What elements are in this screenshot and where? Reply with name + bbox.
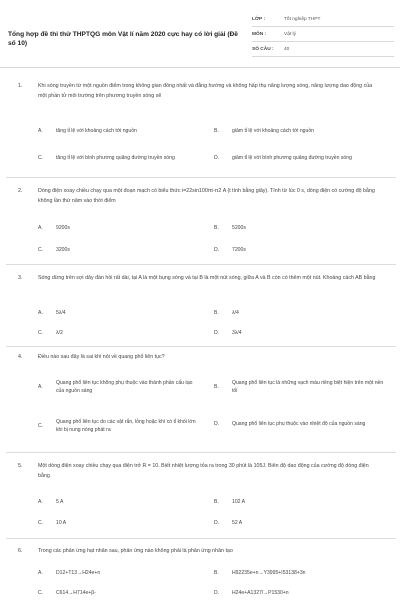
subject-label: MÔN : — [252, 31, 267, 37]
option-letter: D. — [214, 421, 220, 427]
option-a[interactable] — [38, 306, 200, 320]
option-b[interactable] — [214, 306, 384, 320]
question-text: Một dòng điện xoay chiều chạy qua điện trở R = 10. Biết nhiệt lượng tỏa ra trong 30 phút là 105J. Biên độ dao động của cường độ dòng điện bằng — [38, 463, 369, 479]
option-text: giảm tỉ lệ với khoảng cách tới nguồn — [232, 127, 314, 134]
divider — [6, 346, 396, 347]
option-text: Quang phổ liên tục do các vật rắn, lỏng hoặc khí có tỉ khối lớn khi bị nung nóng phát ra — [56, 418, 196, 433]
option-text: Quang phổ liên tục phụ thuộc vào nhiệt độ của nguồn sáng — [232, 420, 366, 427]
option-text: H24e+A1327l→P1530+n — [232, 589, 289, 596]
option-text: C614→H714e+β- — [56, 589, 96, 596]
option-c[interactable] — [38, 148, 200, 168]
question-number: 6. — [18, 548, 23, 554]
option-letter: C. — [38, 155, 44, 161]
option-letter: D. — [214, 247, 220, 253]
option-letter: B. — [214, 310, 219, 316]
class-value: Tốt nghiệp THPT — [284, 16, 321, 22]
option-b[interactable] — [214, 221, 384, 235]
option-a[interactable] — [38, 124, 200, 138]
option-letter: D. — [214, 520, 220, 526]
option-d[interactable] — [214, 516, 384, 530]
question-number: 2. — [18, 188, 23, 194]
option-letter: D. — [214, 155, 220, 161]
option-letter: D. — [214, 590, 220, 596]
option-letter: D. — [214, 330, 220, 336]
option-c[interactable] — [38, 408, 200, 444]
option-a[interactable] — [38, 221, 200, 235]
class-label: LỚP : — [252, 16, 266, 22]
option-text: Quang phổ liên tục không phụ thuộc vào thành phần cấu tạo của nguồn sáng — [56, 379, 193, 394]
question-number: 5. — [18, 463, 23, 469]
option-a[interactable] — [38, 495, 200, 509]
meta-class-row — [252, 12, 394, 27]
option-c[interactable] — [38, 326, 200, 340]
question-text: Điều nào sau đây là sai khi nói về quang phổ liên tục? — [38, 354, 165, 360]
meta-count-row — [252, 42, 394, 57]
option-letter: B. — [214, 499, 219, 505]
option-text: 52 A — [232, 519, 243, 526]
count-label: SỐ CÂU : — [252, 46, 274, 52]
question-text: Dòng điện xoay chiều chạy qua một đoạn mạch có biểu thức i=22sin100πt-π2 A (t tính bằng giây). Tính từ lúc 0 s, dòng điện có cường độ bằng không lần thứ năm vào thời điểm — [38, 188, 375, 204]
option-letter: A. — [38, 570, 43, 576]
option-letter: A. — [38, 384, 43, 390]
option-letter: A. — [38, 128, 43, 134]
option-text: tăng tỉ lệ với bình phương quãng đường truyền sóng — [56, 154, 175, 161]
subject-value: Vật lý — [284, 31, 296, 37]
option-letter: B. — [214, 225, 219, 231]
option-text: giảm tỉ lệ với bình phương quãng đường truyền sóng — [232, 154, 352, 161]
option-letter: A. — [38, 310, 43, 316]
option-letter: A. — [38, 225, 43, 231]
meta-table — [252, 12, 394, 57]
question-number: 4. — [18, 354, 23, 360]
question-number: 3. — [18, 275, 23, 281]
option-a[interactable] — [38, 374, 200, 400]
option-d[interactable] — [214, 412, 384, 436]
option-letter: C. — [38, 247, 44, 253]
count-value: 40 — [284, 46, 290, 52]
divider — [6, 177, 396, 178]
option-d[interactable] — [214, 148, 384, 168]
option-text: 3λ/4 — [232, 329, 242, 336]
option-text: Quang phổ liên tục là những vạch màu riêng biệt hiện trên một nền tối — [232, 379, 384, 394]
question-number: 1. — [18, 83, 23, 89]
option-d[interactable] — [214, 326, 384, 340]
option-text: 102 A — [232, 498, 246, 505]
option-text: H92235e+n→Y3995+I53138+3n — [232, 569, 306, 576]
option-c[interactable] — [38, 243, 200, 257]
option-text: 10 A — [56, 519, 67, 526]
option-b[interactable] — [214, 374, 384, 400]
meta-subject-row — [252, 27, 394, 42]
option-text: λ/2 — [56, 329, 63, 336]
option-text: 3200s — [56, 246, 70, 253]
question-text: Khi sóng truyền từ một nguồn điểm trong không gian đồng nhất và đẳng hướng và không hấp thụ năng lượng sóng, năng lượng dao động của một phần tử môi trường trên phương truyền sóng sẽ — [38, 83, 373, 99]
option-text: 5λ/4 — [56, 309, 66, 316]
option-text: 9200s — [56, 224, 70, 231]
page-title: Tổng hợp đề thi thử THPTQG môn Vật lí năm 2020 cực hay có lời giải (Đề số 10) — [8, 31, 238, 47]
option-text: 7200s — [232, 246, 246, 253]
question-text: Trong các phản ứng hạt nhân sau, phản ứng nào không phải là phản ứng nhân tạo — [38, 548, 233, 554]
option-text: λ/4 — [232, 309, 239, 316]
option-c[interactable] — [38, 516, 200, 530]
option-text: D12+T13→H24e+n — [56, 569, 101, 576]
header — [0, 0, 400, 68]
question-text: Sóng dừng trên sợi dây đàn hồi rất dài, tại A là một bụng sóng và tại B là một nút sóng, giữa A và B còn có thêm một nút. Khoảng cách AB bằng — [38, 275, 376, 281]
option-text: 5 A — [56, 498, 64, 505]
option-letter: A. — [38, 499, 43, 505]
option-d[interactable] — [214, 586, 384, 600]
option-text: tăng tỉ lệ với khoảng cách tới nguồn — [56, 127, 137, 134]
divider — [6, 264, 396, 265]
option-letter: C. — [38, 330, 44, 336]
option-a[interactable] — [38, 566, 200, 580]
divider — [6, 452, 396, 453]
option-c[interactable] — [38, 586, 200, 600]
option-b[interactable] — [214, 495, 384, 509]
option-d[interactable] — [214, 243, 384, 257]
option-letter: B. — [214, 570, 219, 576]
option-letter: C. — [38, 590, 44, 596]
divider — [6, 538, 396, 539]
option-b[interactable] — [214, 566, 384, 580]
option-letter: B. — [214, 128, 219, 134]
option-letter: C. — [38, 520, 44, 526]
option-letter: C. — [38, 423, 44, 429]
option-text: 5200s — [232, 224, 246, 231]
option-letter: B. — [214, 384, 219, 390]
option-b[interactable] — [214, 124, 384, 138]
